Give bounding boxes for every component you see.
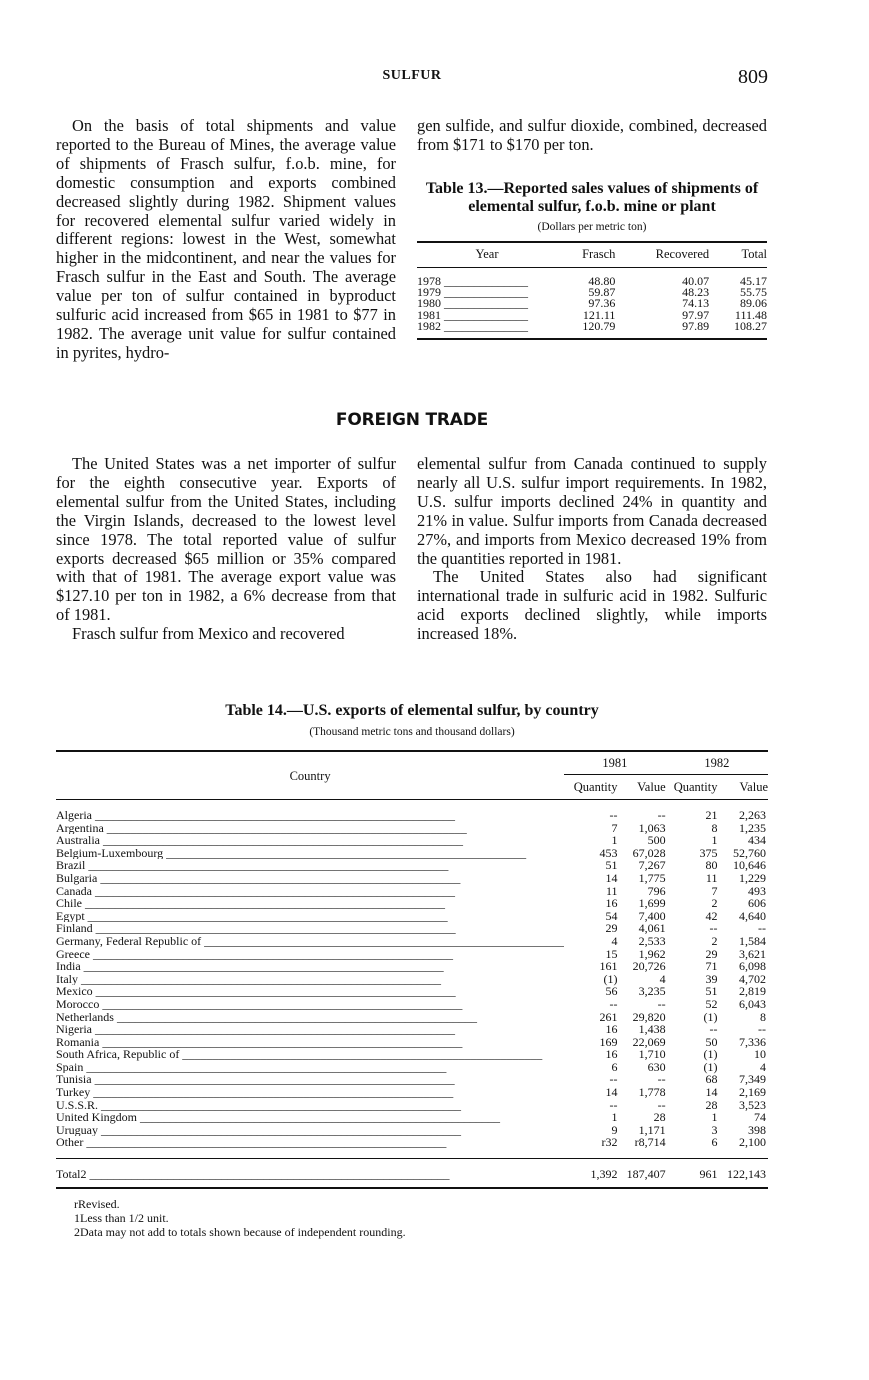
t13-frasch: 59.87 (588, 285, 616, 300)
t14-v81: 796 (647, 883, 666, 898)
t14-q82: 1 (711, 833, 718, 848)
t14-v82: 2,100 (739, 1135, 766, 1150)
t14-v82: -- (758, 921, 766, 936)
table-row (56, 935, 768, 948)
t14-q82: 39 (705, 971, 718, 986)
intro-right-column (417, 117, 767, 155)
t13-col-frasch: Frasch (557, 242, 615, 268)
t14-q81: 16 (605, 1022, 618, 1037)
t13-frasch: 121.11 (582, 307, 616, 322)
t14-q82: 1 (711, 1110, 718, 1125)
table-14-grid (56, 750, 768, 1189)
t14-v82: 4 (760, 1059, 766, 1074)
t14-country: India ____________________________________________________________ (56, 960, 444, 973)
table-14-subtitle: (Thousand metric tons and thousand dollars) (309, 726, 515, 738)
t14-v81: -- (657, 996, 666, 1011)
t14-q82: 51 (705, 984, 718, 999)
t14-v82: 398 (748, 1122, 766, 1137)
t14-country: Canada ____________________________________________________________ (56, 884, 455, 898)
t13-total: 55.75 (740, 285, 767, 300)
t14-q81: 14 (605, 1085, 618, 1100)
t13-recovered: 48.23 (682, 285, 710, 300)
t14-q82: 68 (705, 1072, 718, 1087)
t14-col-quantity-1981: Quantity (564, 775, 617, 800)
t14-total-q81: 1,392 (564, 1159, 617, 1189)
t13-col-total: Total (709, 242, 767, 268)
table-row (56, 998, 768, 1011)
footnote: 1Less than 1/2 unit. (74, 1211, 169, 1225)
t14-v82: 2,819 (739, 984, 766, 999)
t14-q82: 52 (705, 996, 718, 1011)
t14-q81: -- (609, 808, 618, 822)
t14-q82: 80 (705, 858, 718, 873)
table-row (56, 897, 768, 910)
t14-col-value-1981: Value (618, 775, 666, 800)
t14-q81: 9 (611, 1122, 618, 1137)
t13-total: 111.48 (734, 307, 767, 322)
t14-country: Chile ____________________________________________________________ (56, 897, 445, 910)
t14-v81: 4,061 (638, 921, 666, 936)
t13-frasch: 48.80 (588, 274, 616, 288)
table-row (56, 1086, 768, 1099)
t14-v82: 493 (748, 883, 766, 898)
table-14-footnotes (74, 1197, 406, 1239)
t14-country: Nigeria ____________________________________________________________ (56, 1023, 455, 1036)
table-14-title: Table 14.—U.S. exports of elemental sulfur, by country (225, 702, 599, 719)
t14-v82: 2,263 (739, 808, 766, 822)
t14-q81: 14 (605, 870, 618, 885)
t14-v82: 606 (748, 896, 766, 911)
t14-q81: -- (609, 1097, 618, 1112)
t14-v82: 74 (754, 1110, 766, 1125)
t14-v82: 1,235 (739, 820, 766, 835)
t14-v81: 1,778 (638, 1085, 666, 1100)
table-13-title: Table 13.—Reported sales values of shipments of elemental sulfur, f.o.b. mine or plant (425, 180, 759, 215)
t14-country: Turkey ____________________________________________________________ (56, 1086, 454, 1099)
t14-country: Brazil ____________________________________________________________ (56, 859, 449, 872)
t14-q82: 29 (705, 946, 718, 961)
t14-q82: 42 (705, 908, 718, 923)
t14-q82: 2 (711, 933, 718, 948)
t14-q82: 375 (699, 845, 718, 860)
t14-total-v81: 187,407 (618, 1159, 666, 1189)
table-13 (417, 180, 767, 340)
t14-v81: 28 (653, 1110, 666, 1125)
t13-frasch: 97.36 (588, 296, 616, 311)
t14-v81: 3,235 (638, 984, 666, 999)
t14-v82: 1,229 (739, 870, 766, 885)
table-row (56, 872, 768, 885)
t14-q82: 11 (705, 870, 718, 885)
t14-q82: 50 (705, 1034, 718, 1049)
t14-v81: 1,438 (638, 1022, 666, 1037)
t14-v81: 1,171 (638, 1122, 666, 1137)
t14-col-value-1982: Value (717, 775, 768, 800)
t14-v81: -- (657, 808, 666, 822)
t14-q82: 6 (711, 1135, 718, 1150)
t14-q82: 3 (711, 1122, 718, 1137)
t14-total-v82: 122,143 (717, 1159, 768, 1189)
table-row (56, 960, 768, 973)
t14-v82: 7,349 (739, 1072, 766, 1087)
t14-q81: 6 (611, 1059, 618, 1074)
t14-v81: 7,400 (638, 908, 666, 923)
t14-v81: 1,775 (638, 870, 666, 885)
t14-total-label: Total2 ____________________________________________________________ (56, 1159, 564, 1189)
table-row (56, 800, 768, 822)
t14-v82: 4,640 (739, 908, 766, 923)
intro-paragraph-continued: gen sulfide, and sulfur dioxide, combined, decreased from $171 to $170 per ton. (417, 116, 767, 154)
t13-year: 1980 ______________ (417, 298, 528, 310)
t14-q82: 71 (705, 959, 718, 974)
t13-total: 108.27 (734, 318, 767, 333)
t14-v81: 7,267 (638, 858, 666, 873)
intro-left-column (56, 117, 396, 363)
t14-country: Algeria ____________________________________________________________ (56, 808, 455, 822)
t14-q81: 16 (605, 1047, 618, 1062)
t14-v81: r8,714 (634, 1135, 666, 1150)
t14-v82: 7,336 (739, 1034, 766, 1049)
t13-year: 1981 ______________ (417, 309, 528, 321)
t14-q81: 15 (605, 946, 618, 961)
t14-country: United Kingdom ____________________________________________________________ (56, 1111, 500, 1124)
t14-q81: 54 (605, 908, 618, 923)
t14-q82: 14 (705, 1085, 718, 1100)
t13-recovered: 40.07 (682, 274, 710, 288)
t14-v81: 29,820 (632, 1009, 666, 1024)
t14-country: Italy ____________________________________________________________ (56, 972, 441, 986)
t14-q81: 1 (611, 833, 618, 848)
intro-paragraph: On the basis of total shipments and value reported to the Bureau of Mines, the average value of shipments of Frasch sulfur, f.o.b. mine, for domestic consumption and exports combined decreased slightly during 1982. Shipment values for recovered elemental sulfur varied widely in different regions: lowest in the West, somewhat higher in the midcontinent, and near the values for Frasch sulfur in the East and South. The average value per ton of sulfur contained in byproduct sulfuric acid increased from $65 in 1981 to $77 in 1982. The average unit value for sulfur contained in pyrites, hydro- (56, 116, 396, 362)
trade-paragraph: The United States was a net importer of sulfur for the eighth consecutive year. Exports of elemental sulfur from the United States, including the Virgin Islands, decreased to the lowest level since 1978. The total reported value of sulfur exports decreased $65 million or 35% compared with that of 1981. The average export value was $127.10 per ton in 1982, a 6% decrease from that of 1981. (56, 454, 396, 625)
t14-col-quantity-1982: Quantity (666, 775, 718, 800)
trade-paragraph: elemental sulfur from Canada continued to supply nearly all U.S. sulfur import requirements. In 1982, U.S. sulfur imports declined 24% in quantity and 21% in value. Sulfur imports from Canada decreased 27%, and imports from Mexico decreased 19% from the quantities reported in 1981. (417, 454, 767, 568)
t14-v82: 10 (754, 1047, 766, 1062)
t13-total: 45.17 (740, 274, 767, 288)
t14-v81: 22,069 (632, 1034, 666, 1049)
t14-col-country: Country (56, 751, 564, 800)
table-row (56, 834, 768, 847)
t14-q82: (1) (703, 1059, 718, 1074)
t13-col-year: Year (417, 242, 557, 268)
trade-paragraph: Frasch sulfur from Mexico and recovered (72, 624, 345, 644)
table-14 (56, 702, 768, 1189)
t14-q81: 161 (599, 959, 618, 974)
t14-country: U.S.S.R. ____________________________________________________________ (56, 1098, 462, 1112)
t14-total-row (56, 1159, 768, 1189)
t14-v81: -- (657, 1097, 666, 1112)
table-row (56, 1048, 768, 1061)
t14-country: Australia ____________________________________________________________ (56, 834, 463, 847)
t14-country: Uruguay ____________________________________________________________ (56, 1123, 461, 1137)
t14-v81: 500 (647, 833, 666, 848)
t14-q81: 261 (599, 1009, 618, 1024)
t14-v81: 1,063 (638, 820, 666, 835)
t13-recovered: 74.13 (682, 296, 710, 311)
t14-q82: -- (709, 1022, 718, 1037)
t14-v82: 3,621 (739, 946, 766, 961)
t14-v81: 1,710 (638, 1047, 666, 1062)
t14-q81: r32 (601, 1135, 618, 1150)
t14-q82: (1) (703, 1009, 718, 1024)
t14-v82: 52,760 (733, 845, 766, 860)
t14-v81: 20,726 (632, 959, 666, 974)
running-head: SULFUR (382, 68, 442, 83)
t14-q82: 21 (705, 808, 718, 822)
t14-v81: 2,533 (638, 933, 666, 948)
t14-q81: 11 (605, 883, 618, 898)
t14-q82: 8 (711, 820, 718, 835)
t13-total: 89.06 (740, 296, 767, 311)
t14-v82: 6,043 (739, 996, 766, 1011)
t14-v81: 630 (647, 1059, 666, 1074)
t14-country: Romania ____________________________________________________________ (56, 1035, 463, 1049)
t14-v81: 67,028 (632, 845, 666, 860)
t14-q81: 29 (605, 921, 618, 936)
trade-left-column (56, 455, 396, 644)
t14-country: Spain ____________________________________________________________ (56, 1060, 447, 1074)
t13-frasch: 120.79 (582, 318, 616, 333)
table-row (417, 321, 767, 339)
t14-country: Belgium-Luxembourg ____________________________________________________________ (56, 846, 527, 860)
table-13-subtitle: (Dollars per metric ton) (537, 221, 647, 233)
t14-country: Mexico ____________________________________________________________ (56, 985, 456, 998)
t14-country: Germany, Federal Republic of ____________________________________________________________ (56, 934, 565, 948)
t14-country: Greece ____________________________________________________________ (56, 947, 453, 961)
t14-q81: 1 (611, 1110, 618, 1125)
t14-v82: 10,646 (733, 858, 766, 873)
t14-v82: -- (758, 1022, 766, 1037)
t14-q82: 7 (711, 883, 718, 898)
table-row (56, 1111, 768, 1124)
t14-country: Other ____________________________________________________________ (56, 1136, 447, 1150)
t14-country: South Africa, Republic of ____________________________________________________________ (56, 1048, 543, 1061)
t14-country: Bulgaria ____________________________________________________________ (56, 871, 461, 885)
t14-q81: 453 (599, 845, 618, 860)
t14-q81: 4 (611, 933, 618, 948)
t14-v81: 4 (659, 971, 666, 986)
t14-v82: 6,098 (739, 959, 766, 974)
t14-year-1981: 1981 (564, 751, 665, 775)
trade-paragraph: The United States also had significant international trade in sulfuric acid in 1982. Sulfuric acid exports declined slightly, while imports increased 18%. (417, 567, 767, 644)
t14-v82: 434 (748, 833, 766, 848)
t14-total-q82: 961 (666, 1159, 718, 1189)
t14-q82: 2 (711, 896, 718, 911)
t14-country: Tunisia ____________________________________________________________ (56, 1073, 455, 1087)
t14-v81: 1,699 (638, 896, 666, 911)
t14-v82: 1,584 (739, 933, 766, 948)
t14-q81: 16 (605, 896, 618, 911)
t14-year-1982: 1982 (666, 751, 768, 775)
t14-total-text: Total2 (56, 1167, 87, 1182)
t14-q81: 56 (605, 984, 618, 999)
footnote: 2Data may not add to totals shown because of independent rounding. (74, 1225, 406, 1239)
t14-q81: 7 (611, 820, 618, 835)
t14-v82: 8 (760, 1009, 766, 1024)
t14-q81: -- (609, 996, 618, 1011)
footnote: rRevised. (74, 1197, 120, 1211)
trade-right-column (417, 455, 767, 644)
t14-country: Netherlands ____________________________________________________________ (56, 1010, 477, 1024)
t14-v82: 3,523 (739, 1097, 766, 1112)
t14-country: Finland ____________________________________________________________ (56, 922, 456, 935)
section-heading-foreign-trade: FOREIGN TRADE (335, 410, 489, 430)
t13-year: 1982 ______________ (417, 320, 528, 333)
t13-year: 1979 ______________ (417, 287, 528, 299)
t14-q82: 28 (705, 1097, 718, 1112)
t13-recovered: 97.97 (682, 307, 710, 322)
t14-q81: -- (609, 1072, 618, 1087)
t13-col-recovered: Recovered (615, 242, 709, 268)
t14-country: Egypt ____________________________________________________________ (56, 909, 448, 923)
page-number: 809 (738, 66, 768, 88)
t14-v82: 4,702 (739, 971, 766, 986)
t14-v81: -- (657, 1072, 666, 1087)
t14-v81: 1,962 (638, 946, 666, 961)
t14-country: Morocco ____________________________________________________________ (56, 997, 463, 1011)
table-13-grid (417, 241, 767, 340)
t14-country: Argentina ____________________________________________________________ (56, 821, 467, 835)
t14-q81: 169 (599, 1034, 618, 1049)
t14-q81: (1) (603, 971, 618, 986)
table-row (56, 1023, 768, 1036)
t14-q82: (1) (703, 1047, 718, 1062)
t13-year: 1978 ______________ (417, 274, 528, 288)
t13-recovered: 97.89 (682, 318, 710, 333)
table-row (56, 1136, 768, 1158)
t14-q82: -- (709, 921, 718, 936)
page-header (56, 66, 768, 92)
t14-q81: 51 (605, 858, 618, 873)
t14-v82: 2,169 (739, 1085, 766, 1100)
